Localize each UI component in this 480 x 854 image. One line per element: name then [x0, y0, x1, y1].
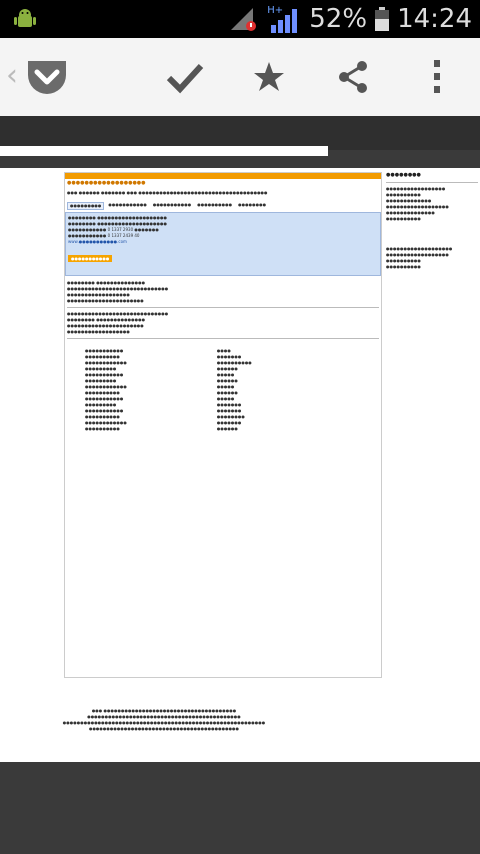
tab-2[interactable]: ●●●●●●●●●●● [108, 202, 147, 207]
detail-line: ●●●●●●●● ●●●●●●●●●●●●●● [67, 317, 146, 322]
list-columns [65, 344, 381, 436]
orange-action-button[interactable]: ●●●●●●●●●●● [68, 255, 112, 262]
tab-1[interactable]: ●●●●●●●●● [67, 202, 104, 210]
list-item: ●●●●● [216, 396, 235, 401]
android-icon [14, 8, 36, 30]
signal-alert-icon [229, 6, 259, 32]
tab-3[interactable]: ●●●●●●●●●●● [152, 202, 192, 207]
article-header-title: ●●●●●●●●●●●●●●●●●● [67, 180, 146, 186]
list-item: ●●●●●●●●●● [216, 360, 252, 365]
separator [0, 156, 480, 168]
list-item: ●●●● [216, 348, 231, 353]
detail-line: ●●●●●●●●●●●●●●●●●● [67, 292, 130, 297]
sidebar-line: ●●●●●●●●●●●●●●●●●●● [386, 246, 453, 251]
list-item: ●●●●●●●●●●● [85, 372, 124, 377]
action-toolbar [0, 38, 480, 117]
list-item: ●●●●●● [216, 366, 238, 371]
sidebar-line: ●●●●●●●●●● [386, 216, 421, 221]
detail-line: ●●●●●●●●●●●●●●●●●● [67, 329, 130, 334]
sidebar-line: ●●●●●●●●●● [386, 192, 421, 197]
list-item: ●●●●●●● [216, 402, 242, 407]
list-item: ●●●●●● [216, 378, 238, 383]
list-right [217, 348, 252, 432]
list-item: ●●●●●● [216, 390, 238, 395]
list-item: ●●●●●●●● [216, 414, 245, 419]
article-frame [64, 172, 382, 678]
clock: 14:24 [397, 4, 472, 34]
list-item: ●●●●●●● [216, 354, 242, 359]
overflow-menu-icon[interactable] [412, 52, 462, 102]
list-item: ●●●●●●●●●●●● [85, 360, 127, 365]
list-item: ●●●●●●●●●●● [85, 408, 124, 413]
list-item: ●●●●●●●●●● [85, 426, 120, 431]
list-item: ●●●●●●●●●● [85, 414, 120, 419]
back-chevron-icon[interactable]: ‹ [6, 58, 18, 93]
background-area [0, 762, 480, 854]
tab-4[interactable]: ●●●●●●●●●● [197, 202, 233, 207]
sidebar-line: ●●●●●●●●●●●●●●●●●● [386, 252, 449, 257]
list-item: ●●●●●●●●●● [85, 390, 120, 395]
list-item: ●●●●● [216, 372, 235, 377]
sidebar-line: ●●●●●●●●●● [386, 264, 421, 269]
pocket-icon[interactable] [22, 52, 72, 102]
title-band [0, 116, 480, 150]
battery-percent: 52% [309, 4, 368, 34]
sidebar-title: ●●●●●●●● [386, 172, 421, 178]
footer-line: ●●●●●●●●●●●●●●●●●●●●●●●●●●●●●●●●●●●●●●●●●●●●●●●●●●●●●●●●●● [62, 720, 266, 725]
divider [386, 182, 478, 183]
web-page[interactable] [0, 168, 480, 762]
list-item: ●●●●●●●●●●● [85, 396, 124, 401]
list-item: ●●●●● [216, 384, 235, 389]
list-item: ●●●●●●●●●●●● [85, 384, 127, 389]
detail-line: ●●●●●●●●●●●●●●●●●●●●●● [67, 323, 144, 328]
sidebar-line: ●●●●●●●●●●●●● [386, 198, 432, 203]
share-icon[interactable] [328, 52, 378, 102]
star-icon[interactable] [244, 52, 294, 102]
footer-line: ●●●●●●●●●●●●●●●●●●●●●●●●●●●●●●●●●●●●●●●●●●●● [87, 714, 241, 719]
data-signal-icon [267, 5, 301, 33]
tab-5[interactable]: ●●●●●●●● [238, 202, 267, 207]
checkmark-icon[interactable] [160, 52, 210, 102]
footer-line: ●●●●●●●●●●●●●●●●●●●●●●●●●●●●●●●●●●●●●●●●●●● [88, 726, 240, 731]
details-section [65, 278, 381, 344]
status-bar [0, 0, 480, 38]
page-footer [0, 708, 328, 732]
list-item: ●●●●●●● [216, 408, 242, 413]
info-line: ●●●●●●●●●●● 0 1337 2930 ●●●●●●● [68, 227, 159, 232]
sidebar-line: ●●●●●●●●●●●●●● [386, 210, 435, 215]
tab-row [65, 202, 381, 210]
list-item: ●●●●●●●●● [85, 378, 117, 383]
network-type: H+ [267, 5, 284, 16]
detail-line: ●●●●●●●● ●●●●●●●●●●●●●● [67, 280, 146, 285]
footer-line: ●●● ●●●●●●●●●●●●●●●●●●●●●●●●●●●●●●●●●●●●●● [91, 708, 237, 713]
list-item: ●●●●●● [216, 426, 238, 431]
info-line: ●●●●●●●●●●● 0 1337 2439 40 [68, 233, 140, 238]
info-line: ●●●●●●●● ●●●●●●●●●●●●●●●●●●●● [68, 215, 167, 220]
sidebar-line: ●●●●●●●●●●●●●●●●●● [386, 204, 449, 209]
detail-line: ●●●●●●●●●●●●●●●●●●●●●●●●●●●●● [67, 311, 169, 316]
detail-line: ●●●●●●●●●●●●●●●●●●●●●●●●●●●●● [67, 286, 169, 291]
info-url[interactable]: www.●●●●●●●●●●●.com [68, 239, 127, 244]
loading-strip [0, 146, 328, 156]
sidebar-line: ●●●●●●●●●●●●●●●●● [386, 186, 446, 191]
battery-icon [375, 7, 389, 31]
list-item: ●●●●●●●●● [85, 402, 117, 407]
page-sidebar [386, 172, 478, 270]
list-item: ●●●●●●●●● [85, 366, 117, 371]
info-panel [65, 212, 381, 276]
list-item: ●●●●●●●●●● [85, 354, 120, 359]
info-line: ●●●●●●●● ●●●●●●●●●●●●●●●●●●●● [68, 221, 167, 226]
detail-line: ●●●●●●●●●●●●●●●●●●●●●● [67, 298, 144, 303]
list-item: ●●●●●●● [216, 420, 242, 425]
divider [67, 338, 379, 339]
list-item: ●●●●●●●●●●● [85, 348, 124, 353]
list-left [85, 348, 127, 432]
article-top-text: ●●● ●●●●●● ●●●●●●● ●●● ●●●●●●●●●●●●●●●●●●●●●●●●●●●●●●●●●●●●● [67, 190, 268, 195]
list-item: ●●●●●●●●●●●● [85, 420, 127, 425]
sidebar-line: ●●●●●●●●●● [386, 258, 421, 263]
divider [67, 307, 379, 308]
